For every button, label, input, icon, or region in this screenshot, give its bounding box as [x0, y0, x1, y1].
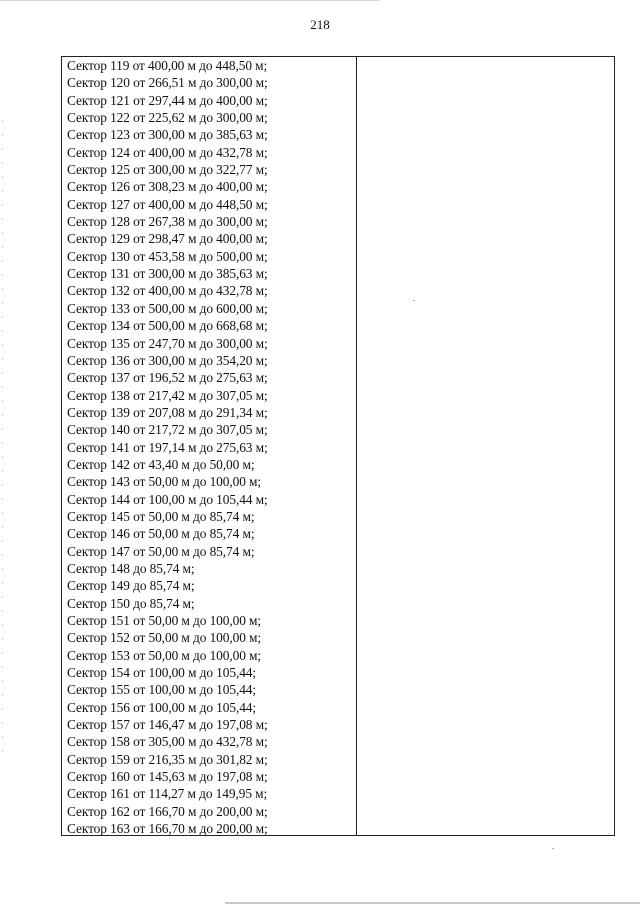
scan-speck — [552, 848, 554, 849]
sector-line: Сектор 161 от 114,27 м до 149,95 м; — [67, 786, 268, 802]
sector-line: Сектор 146 от 50,00 м до 85,74 м; — [67, 526, 255, 542]
sector-line: Сектор 148 до 85,74 м; — [67, 560, 195, 576]
sector-line: Сектор 132 от 400,00 м до 432,78 м; — [67, 283, 268, 299]
scan-edge-left — [2, 120, 3, 760]
sector-line: Сектор 123 от 300,00 м до 385,63 м; — [67, 127, 268, 143]
sector-line: Сектор 139 от 207,08 м до 291,34 м; — [67, 404, 268, 420]
sector-line: Сектор 136 от 300,00 м до 354,20 м; — [67, 352, 268, 368]
sector-line: Сектор 124 от 400,00 м до 432,78 м; — [67, 144, 268, 160]
sector-line: Сектор 149 до 85,74 м; — [67, 578, 195, 594]
sector-line: Сектор 122 от 225,62 м до 300,00 м; — [67, 110, 268, 126]
sector-line: Сектор 126 от 308,23 м до 400,00 м; — [67, 179, 268, 195]
sector-line: Сектор 163 от 166,70 м до 200,00 м; — [67, 821, 268, 837]
sector-line: Сектор 155 от 100,00 м до 105,44; — [67, 682, 257, 698]
sector-line: Сектор 121 от 297,44 м до 400,00 м; — [67, 92, 268, 108]
sector-line: Сектор 142 от 43,40 м до 50,00 м; — [67, 456, 255, 472]
sector-line: Сектор 151 от 50,00 м до 100,00 м; — [67, 613, 262, 628]
sector-line: Сектор 130 от 453,58 м до 500,00 м; — [67, 248, 268, 264]
sector-line: Сектор 138 от 217,42 м до 307,05 м; — [67, 387, 268, 403]
sector-column — [62, 57, 357, 835]
sector-line: Сектор 137 от 196,52 м до 275,63 м; — [67, 370, 268, 386]
sector-line: Сектор 150 до 85,74 м; — [67, 595, 195, 611]
sector-line: Сектор 156 от 100,00 м до 105,44; — [67, 699, 257, 715]
sector-line: Сектор 125 от 300,00 м до 322,77 м; — [67, 162, 268, 178]
sector-line: Сектор 127 от 400,00 м до 448,50 м; — [67, 196, 268, 212]
page-number: 218 — [310, 17, 330, 32]
sector-table — [61, 56, 615, 836]
sector-line: Сектор 158 от 305,00 м до 432,78 м; — [67, 734, 268, 750]
sector-line: Сектор 143 от 50,00 м до 100,00 м; — [67, 474, 262, 490]
sector-line: Сектор 152 от 50,00 м до 100,00 м; — [67, 630, 262, 646]
sector-line: Сектор 133 от 500,00 м до 600,00 м; — [67, 300, 268, 316]
sector-line: Сектор 144 от 100,00 м до 105,44 м; — [67, 491, 268, 507]
sector-line: Сектор 128 от 267,38 м до 300,00 м; — [67, 214, 268, 230]
sector-line: Сектор 145 от 50,00 м до 85,74 м; — [67, 508, 255, 524]
sector-line: Сектор 157 от 146,47 м до 197,08 м; — [67, 717, 268, 733]
empty-column — [357, 57, 614, 835]
sector-line: Сектор 119 от 400,00 м до 448,50 м; — [67, 58, 268, 73]
scan-edge-bottom — [225, 902, 640, 904]
sector-line: Сектор 131 от 300,00 м до 385,63 м; — [67, 266, 268, 282]
scan-edge-top — [0, 0, 380, 1]
sector-line: Сектор 120 от 266,51 м до 300,00 м; — [67, 75, 268, 91]
sector-line: Сектор 147 от 50,00 м до 85,74 м; — [67, 543, 255, 559]
sector-line: Сектор 140 от 217,72 м до 307,05 м; — [67, 422, 268, 438]
sector-line: Сектор 134 от 500,00 м до 668,68 м; — [67, 318, 268, 334]
sector-line: Сектор 159 от 216,35 м до 301,82 м; — [67, 751, 268, 767]
sector-line: Сектор 129 от 298,47 м до 400,00 м; — [67, 231, 268, 247]
sector-line: Сектор 160 от 145,63 м до 197,08 м; — [67, 769, 268, 785]
sector-line: Сектор 162 от 166,70 м до 200,00 м; — [67, 803, 268, 819]
sector-line: Сектор 141 от 197,14 м до 275,63 м; — [67, 439, 268, 455]
sector-line: Сектор 154 от 100,00 м до 105,44; — [67, 665, 257, 681]
sector-line: Сектор 135 от 247,70 м до 300,00 м; — [67, 335, 268, 351]
sector-line: Сектор 153 от 50,00 м до 100,00 м; — [67, 647, 262, 663]
